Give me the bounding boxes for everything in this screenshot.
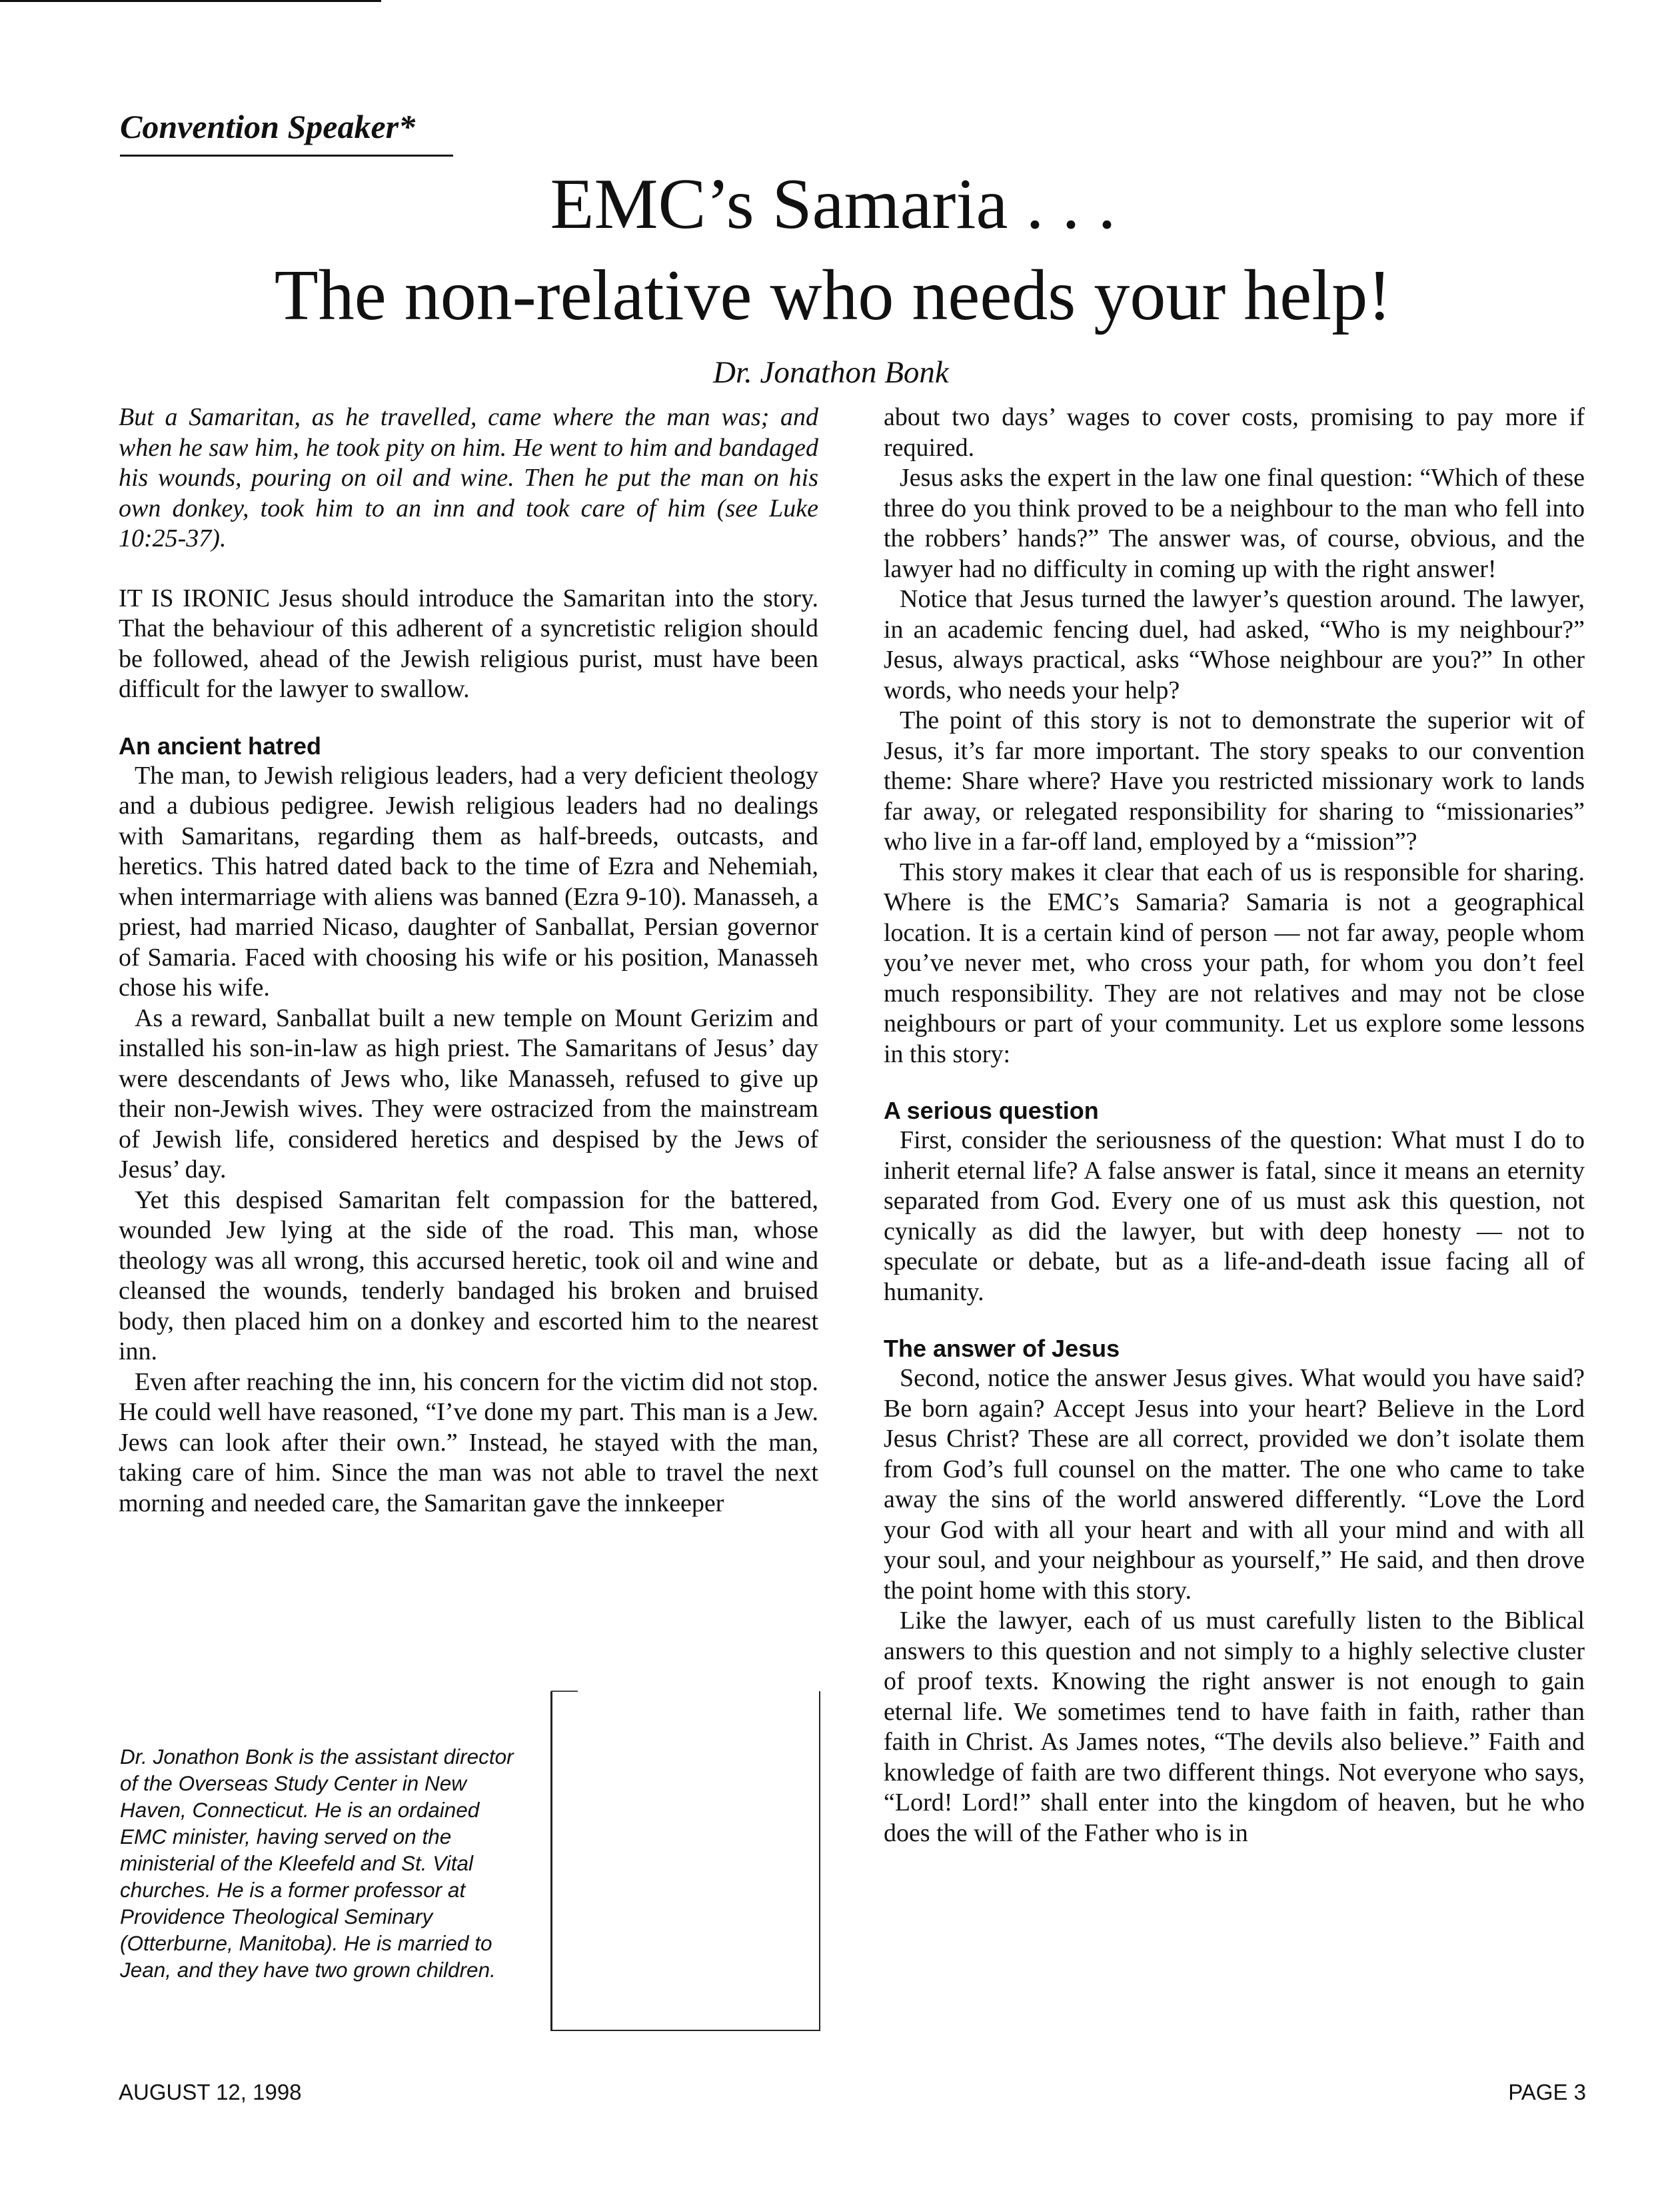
subheading-serious-question: A serious question	[884, 1097, 1099, 1124]
subheading-ancient-hatred: An ancient hatred	[119, 732, 322, 760]
body-paragraph: Yet this despised Samaritan felt compassion for the battered, wounded Jew lying at the side of the road. This man, whose theology was all wrong, this accursed heretic, took oil and wine and cleansed the wounds, tenderly bandaged his broken and bruised body, then placed him on a donkey and escorted him to the nearest inn.	[119, 1185, 818, 1365]
issue-date: AUGUST 12, 1998	[119, 2080, 302, 2104]
epigraph: But a Samaritan, as he travelled, came where the man was; and when he saw him, he took pity on him. He went to him and bandaged his wounds, pouring on oil and wine. Then he put the man on his own donkey, took him to an inn and took care of him (see Luke 10:25-37).	[119, 403, 818, 552]
headline-line-2: The non-relative who needs your help!	[274, 256, 1392, 335]
kicker-underline	[120, 155, 453, 157]
body-paragraph: The point of this story is not to demonstrate the superior wit of Jesus, it’s far more important. The story speaks to our convention theme: Share where? Have you restricted missionary work to lands far away, or relegated responsibility for sharing to “missionaries” who live in a far-off land, employed by a “mission”?	[884, 706, 1585, 856]
section-kicker: Convention Speaker*	[120, 108, 416, 145]
body-paragraph: Notice that Jesus turned the lawyer’s question around. The lawyer, in an academic fencing duel, had asked, “Who is my neighbour?” Jesus, always practical, asks “Whose neighbour are you?” In other words, who needs your help?	[884, 585, 1585, 704]
right-column	[884, 402, 1585, 1848]
page-number: PAGE 3	[1508, 2080, 1586, 2104]
left-column	[119, 402, 818, 1519]
top-rule	[0, 0, 381, 2]
headline-line-1: EMC’s Samaria . . .	[550, 165, 1116, 244]
intro-paragraph: IT IS IRONIC Jesus should introduce the Samaritan into the story. That the behaviour of this adherent of a syncretistic religion should be followed, ahead of the Jewish religious purist, must have been difficult for the lawyer to swallow.	[119, 584, 818, 703]
body-paragraph: The man, to Jewish religious leaders, had a very deficient theology and a dubious pedigree. Jewish religious leaders had no dealings with Samaritans, regarding them as half-breeds, outcasts, and heretics. This hatred dated back to the time of Ezra and Nehemiah, when intermarriage with aliens was banned (Ezra 9-10). Manasseh, a priest, had married Nicaso, daughter of Sanballat, Persian governor of Samaria. Faced with choosing his wife or his position, Manasseh chose his wife.	[119, 761, 818, 1002]
body-paragraph: Like the lawyer, each of us must carefully listen to the Biblical answers to this question and not simply to a highly selective cluster of proof texts. Knowing the right answer is not enough to gain eternal life. We sometimes tend to have faith in faith, rather than faith in Christ. As James notes, “The devils also believe.” Faith and knowledge of faith are two different things. Not everyone who says, “Lord! Lord!” shall enter into the kingdom of heaven, but he who does the will of the Father who is in	[884, 1607, 1585, 1847]
body-paragraph: Jesus asks the expert in the law one final question: “Which of these three do you think proved to be a neighbour to the man who fell into the robbers’ hands?” The answer was, of course, obvious, and the lawyer had no difficulty in coming up with the right answer!	[884, 464, 1585, 583]
body-paragraph: First, consider the seriousness of the question: What must I do to inherit eternal life? A false answer is fatal, since it means an eternity separated from God. Every one of us must ask this question, not cynically as did the lawyer, but with deep honesty — not to speculate or debate, but as a life-and-death issue facing all of humanity.	[884, 1126, 1585, 1306]
body-paragraph: Even after reaching the inn, his concern for the victim did not stop. He could well have reasoned, “I’ve done my part. This man is a Jew. Jews can look after their own.” Instead, he stayed with the man, taking care of him. Since the man was not able to travel the next morning and needed care, the Samaritan gave the innkeeper	[119, 1367, 818, 1517]
body-paragraph: Second, notice the answer Jesus gives. What would you have said? Be born again? Accept Jesus into your heart? Believe in the Lord Jesus Christ? These are all correct, provided we don’t isolate them from God’s full counsel on the matter. The one who came to take away the sins of the world answered differently. “Love the Lord your God with all your heart and with all your mind and with all your soul, and your neighbour as yourself,” He said, and then drove the point home with this story.	[884, 1364, 1585, 1605]
author-photo-frame	[550, 1691, 820, 2031]
body-paragraph: This story makes it clear that each of us is responsible for sharing. Where is the EMC’s Samaria? Samaria is not a geographical location. It is a certain kind of person — not far away, people whom you’ve never met, who cross your path, for whom you don’t feel much responsibility. They are not relatives and may not be close neighbours or part of your community. Let us explore some lessons in this story:	[884, 858, 1585, 1068]
author-bio: Dr. Jonathon Bonk is the assistant director of the Overseas Study Center in New Haven, Connecticut. He is an ordained EMC minister, having served on the ministerial of the Kleefeld and St. Vital churches. He is a former professor at Providence Theological Seminary (Otterburne, Manitoba). He is married to Jean, and they have two grown children.	[120, 1745, 514, 1982]
body-paragraph: As a reward, Sanballat built a new temple on Mount Gerizim and installed his son-in-law as high priest. The Samaritans of Jesus’ day were descendants of Jews who, like Manasseh, refused to give up their non-Jewish wives. They were ostracized from the mainstream of Jewish life, considered heretics and despised by the Jews of Jesus’ day.	[119, 1004, 818, 1183]
body-paragraph: about two days’ wages to cover costs, promising to pay more if required.	[884, 403, 1585, 462]
byline: Dr. Jonathon Bonk	[713, 355, 949, 390]
subheading-answer-of-jesus: The answer of Jesus	[884, 1335, 1120, 1362]
